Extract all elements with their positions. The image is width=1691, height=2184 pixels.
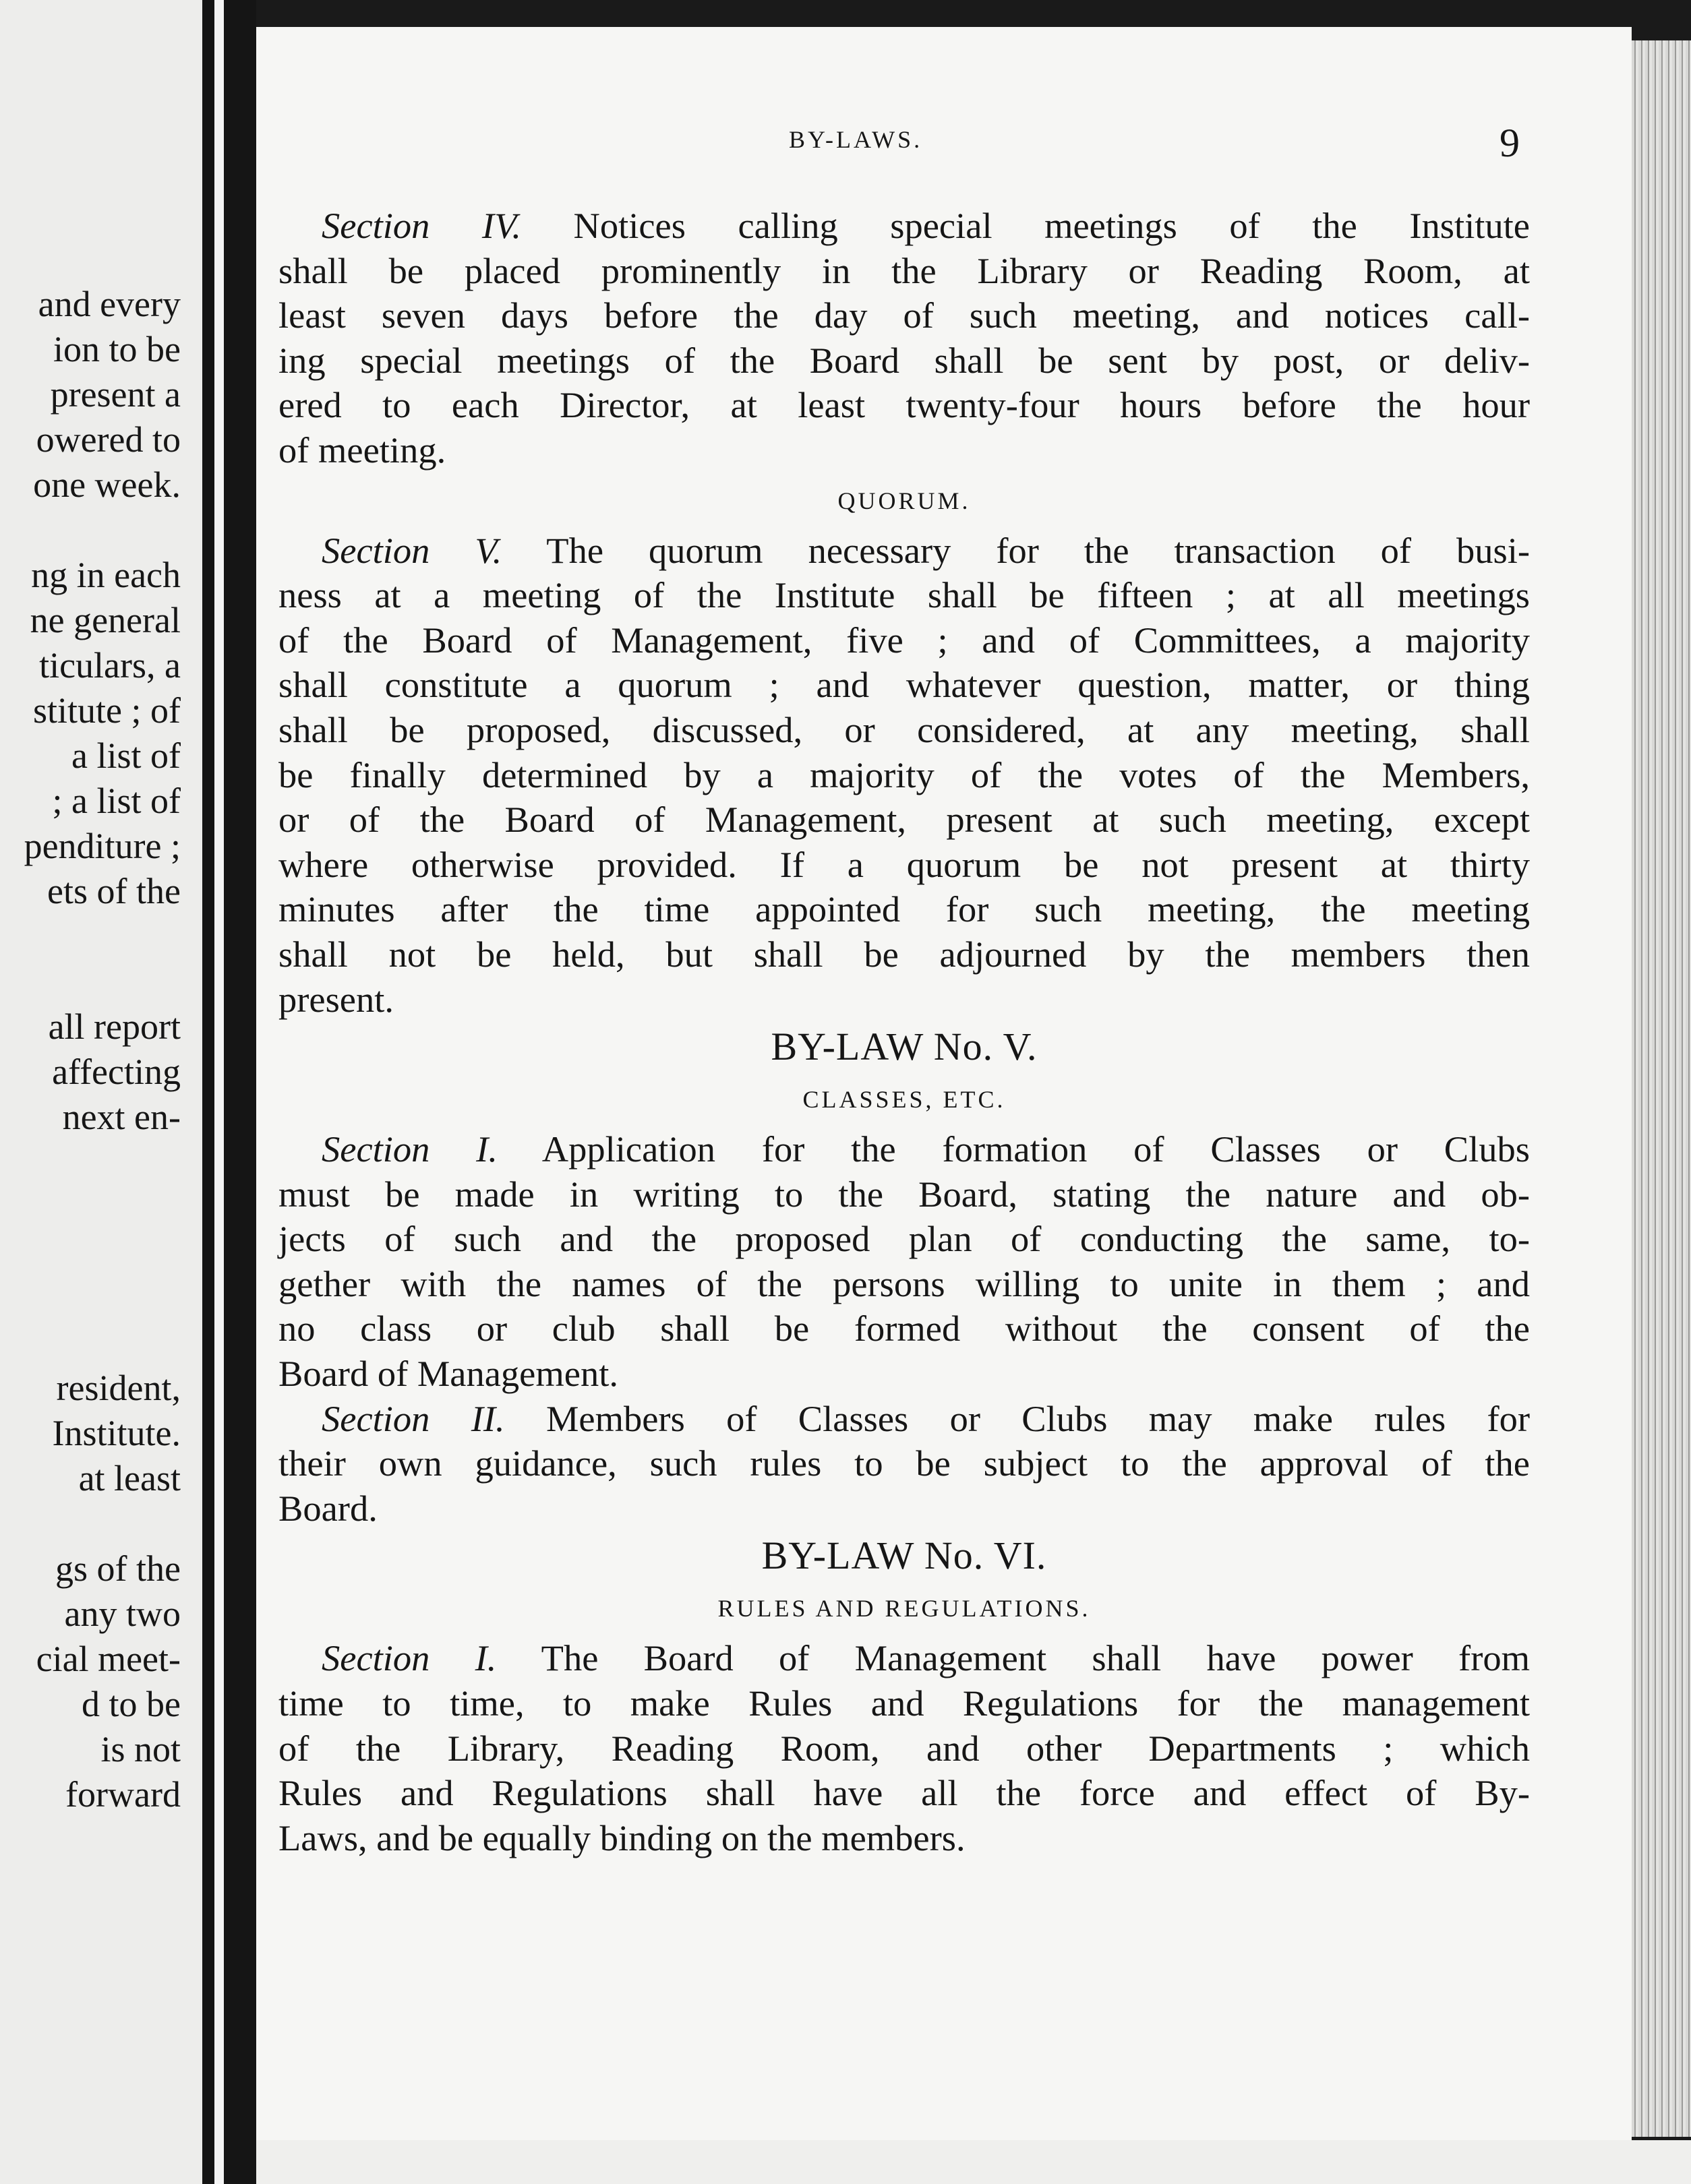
text-line xyxy=(278,1262,1530,1307)
line-text: Members of Classes or Clubs may make rules for xyxy=(504,1397,1530,1439)
by-law-heading: BY-LAW No. VI. xyxy=(761,1534,1047,1578)
text-line xyxy=(278,1306,1530,1352)
facing-page-line: penditure ; xyxy=(24,826,181,866)
facing-page-line xyxy=(0,914,181,959)
facing-page-line: gs of the xyxy=(55,1548,181,1589)
line-text: where otherwise provided. If a quorum be not present at thirty xyxy=(278,843,1530,885)
section-label: Section IV. xyxy=(322,205,521,246)
text-line xyxy=(278,1217,1530,1262)
facing-page-line xyxy=(0,1230,181,1275)
line-text: shall constitute a quorum ; and whatever question, matter, or thing xyxy=(278,664,1530,706)
by-law-section xyxy=(278,1636,1530,1860)
facing-page-line: is not xyxy=(100,1729,181,1769)
facing-page-line xyxy=(0,1140,181,1185)
by-law-section xyxy=(278,1397,1530,1531)
text-line xyxy=(278,1816,1530,1861)
line-text: or of the Board of Management, present at such meeting, except xyxy=(278,799,1530,841)
section-label: Section V. xyxy=(322,529,502,571)
facing-page-line xyxy=(0,1185,181,1230)
text-line xyxy=(278,1172,1530,1217)
facing-page-line: at least xyxy=(78,1458,181,1498)
facing-page-line: d to be xyxy=(82,1684,181,1724)
page-bottom-margin xyxy=(256,2140,1691,2184)
text-line xyxy=(278,708,1530,753)
text-line xyxy=(278,1681,1530,1726)
facing-page-line: ; a list of xyxy=(52,781,181,821)
facing-page-line: forward xyxy=(65,1774,181,1815)
text-line xyxy=(278,1486,1530,1531)
facing-page-line: affecting xyxy=(52,1052,181,1092)
section-subheading: QUORUM. xyxy=(837,487,971,514)
facing-page-line: and every xyxy=(38,284,181,324)
text-line xyxy=(278,797,1530,843)
running-head: BY-LAWS. xyxy=(789,126,923,153)
facing-page-line xyxy=(0,508,181,553)
text-line xyxy=(278,1127,1530,1172)
line-text: Laws, and be equally binding on the members. xyxy=(278,1817,966,1858)
section-label: Section II. xyxy=(322,1397,505,1439)
line-text: time to time, to make Rules and Regulations for the management xyxy=(278,1682,1530,1724)
facing-page-line: Institute. xyxy=(52,1413,181,1453)
facing-page-line: ng in each xyxy=(31,555,181,595)
section-subheading: RULES AND REGULATIONS. xyxy=(717,1595,1091,1622)
text-line xyxy=(278,887,1530,932)
section-label: Section I. xyxy=(322,1637,497,1679)
line-text: ness at a meeting of the Institute shall be fifteen ; at all meetings xyxy=(278,574,1530,616)
line-text: shall not be held, but shall be adjourned by the members then xyxy=(278,933,1530,975)
line-text: Board. xyxy=(278,1487,378,1529)
facing-page-line: all report xyxy=(48,1006,181,1047)
facing-page-line: stitute ; of xyxy=(33,690,181,731)
facing-page-line: ets of the xyxy=(47,871,181,911)
facing-page-line xyxy=(0,1275,181,1321)
line-text: their own guidance, such rules to be subject to the approval of the xyxy=(278,1443,1530,1484)
text-line xyxy=(278,204,1530,249)
text-line xyxy=(278,573,1530,618)
text-line xyxy=(278,843,1530,888)
text-line xyxy=(278,1726,1530,1771)
page-body xyxy=(278,204,1530,1860)
line-text: of the Library, Reading Room, and other Departments ; which xyxy=(278,1727,1530,1769)
section-label: Section I. xyxy=(322,1128,498,1170)
facing-page-line: cial meet- xyxy=(36,1639,181,1679)
text-line xyxy=(278,618,1530,663)
line-text: ered to each Director, at least twenty-four hours before the hour xyxy=(278,384,1530,426)
text-line xyxy=(278,1352,1530,1397)
line-text: shall be proposed, discussed, or considered, at any meeting, shall xyxy=(278,708,1530,750)
line-text: The Board of Management shall have power from xyxy=(496,1637,1530,1679)
facing-page-line: a list of xyxy=(71,735,181,776)
line-text: of the Board of Management, five ; and of Committees, a majority xyxy=(278,619,1530,661)
line-text: present. xyxy=(278,978,394,1020)
line-text: of meeting. xyxy=(278,429,446,471)
text-line xyxy=(278,1441,1530,1486)
text-line xyxy=(278,383,1530,428)
text-line xyxy=(278,753,1530,798)
facing-page-line xyxy=(0,959,181,1004)
facing-page-line: ion to be xyxy=(53,329,181,369)
text-line xyxy=(278,1636,1530,1681)
by-law-section xyxy=(278,204,1530,473)
facing-page-line: any two xyxy=(64,1594,181,1634)
text-line xyxy=(278,528,1530,574)
text-line xyxy=(278,932,1530,977)
line-text: Rules and Regulations shall have all the force and effect of By- xyxy=(278,1772,1530,1814)
binding-gutter xyxy=(202,0,256,2184)
line-text: Notices calling special meetings of the Institute xyxy=(521,205,1530,246)
by-law-section xyxy=(278,528,1530,1023)
line-text: must be made in writing to the Board, stating the nature and ob- xyxy=(278,1173,1530,1215)
facing-page-line: ne general xyxy=(30,600,181,640)
line-text: be finally determined by a majority of the votes of the Members, xyxy=(278,754,1530,795)
text-line xyxy=(278,338,1530,384)
line-text: shall be placed prominently in the Library or Reading Room, at xyxy=(278,249,1530,291)
line-text: no class or club shall be formed without the consent of the xyxy=(278,1308,1530,1349)
line-text: Board of Management. xyxy=(278,1353,618,1395)
line-text: least seven days before the day of such meeting, and notices call- xyxy=(278,295,1530,336)
text-line xyxy=(278,293,1530,338)
text-line xyxy=(278,663,1530,708)
facing-page-line xyxy=(0,1321,181,1366)
line-text: minutes after the time appointed for such meeting, the meeting xyxy=(278,888,1530,930)
by-law-section xyxy=(278,1127,1530,1397)
text-line xyxy=(278,1397,1530,1442)
gutter-edge xyxy=(214,0,224,2184)
line-text: ing special meetings of the Board shall be sent by post, or deliv- xyxy=(278,339,1530,381)
facing-page-line: present a xyxy=(50,374,181,415)
text-line xyxy=(278,249,1530,294)
facing-page-left xyxy=(0,0,202,2184)
section-subheading: CLASSES, ETC. xyxy=(802,1086,1006,1114)
line-text: gether with the names of the persons willing to unite in them ; and xyxy=(278,1263,1530,1304)
line-text: Application for the formation of Classes or Clubs xyxy=(497,1128,1531,1170)
facing-page-line: one week. xyxy=(33,464,181,505)
facing-page-text xyxy=(0,282,181,1817)
text-line xyxy=(278,1771,1530,1816)
facing-page-line: owered to xyxy=(36,419,181,460)
line-text: The quorum necessary for the transaction of busi- xyxy=(502,529,1530,571)
facing-page-line: resident, xyxy=(56,1368,181,1408)
line-text: jects of such and the proposed plan of conducting the same, to- xyxy=(278,1218,1530,1260)
facing-page-line: next en- xyxy=(62,1097,181,1137)
page-number: 9 xyxy=(1500,121,1520,165)
facing-page-line: ticulars, a xyxy=(39,645,181,686)
by-law-heading: BY-LAW No. V. xyxy=(771,1025,1038,1069)
facing-page-line xyxy=(0,1501,181,1546)
text-line xyxy=(278,977,1530,1023)
text-line xyxy=(278,428,1530,473)
page-block-edges xyxy=(1632,40,1691,2137)
